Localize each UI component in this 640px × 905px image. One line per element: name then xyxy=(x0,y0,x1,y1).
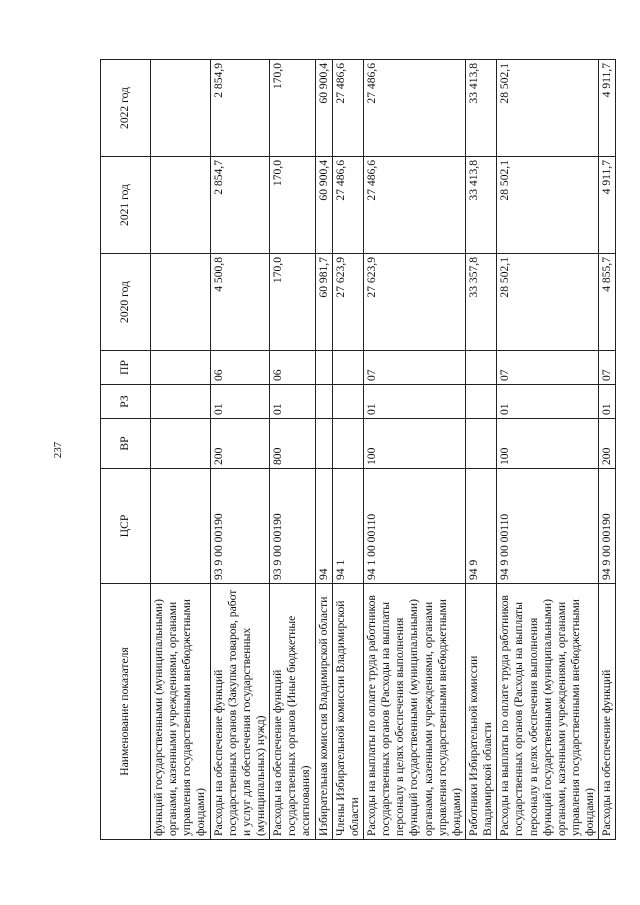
row-pr: 07 xyxy=(599,351,616,385)
row-name: Расходы на выплаты по оплате труда работников государственных органов (Расходы на выплаты персоналу в целях обеспечения выполнения функций государственными (муниципальными) органами, казенными учреждениями, органами управления государственными внебюджетными фондами) xyxy=(363,584,465,840)
table-row xyxy=(151,60,211,840)
row-name: Расходы на выплаты по оплате труда работников государственных органов (Расходы на выплаты персоналу в целях обеспечения выполнения функций государственными (муниципальными) органами, казенными учреждениями, органами управления государственными внебюджетными фондами) xyxy=(497,584,599,840)
row-vr xyxy=(465,419,496,469)
row-csr: 94 9 xyxy=(465,469,496,584)
row-2020: 170,0 xyxy=(270,254,315,351)
row-2022 xyxy=(151,60,211,157)
budget-table xyxy=(100,59,616,840)
row-name: функций государственными (муниципальными) органами, казенными учреждениями, органами управления государственными внебюджетными фондами) xyxy=(151,584,211,840)
row-csr: 94 9 00 00110 xyxy=(497,469,599,584)
row-2020: 28 502,1 xyxy=(497,254,599,351)
row-2021: 2 854,7 xyxy=(210,157,270,254)
row-2021: 27 486,6 xyxy=(363,157,465,254)
row-2022: 27 486,6 xyxy=(332,60,363,157)
table-row xyxy=(465,60,496,840)
row-2020: 4 855,7 xyxy=(599,254,616,351)
row-vr: 200 xyxy=(599,419,616,469)
budget-table-container xyxy=(100,60,616,840)
row-2022: 170,0 xyxy=(270,60,315,157)
row-2022: 2 854,9 xyxy=(210,60,270,157)
row-vr xyxy=(332,419,363,469)
row-csr: 94 xyxy=(315,469,332,584)
header-vr: ВР xyxy=(101,419,151,469)
header-2020: 2020 год xyxy=(101,254,151,351)
row-2020: 33 357,8 xyxy=(465,254,496,351)
row-2021: 170,0 xyxy=(270,157,315,254)
row-rz: 01 xyxy=(599,385,616,419)
row-pr xyxy=(465,351,496,385)
row-vr xyxy=(151,419,211,469)
row-2020: 27 623,9 xyxy=(363,254,465,351)
row-vr: 200 xyxy=(210,419,270,469)
row-2020 xyxy=(151,254,211,351)
row-rz: 01 xyxy=(210,385,270,419)
row-vr: 800 xyxy=(270,419,315,469)
table-row xyxy=(210,60,270,840)
row-pr xyxy=(332,351,363,385)
page-number: 237 xyxy=(52,441,64,459)
row-pr xyxy=(315,351,332,385)
row-2021: 27 486,6 xyxy=(332,157,363,254)
row-2022: 33 413,8 xyxy=(465,60,496,157)
row-2022: 60 900,4 xyxy=(315,60,332,157)
row-name: Работники Избирательной комиссии Владимирской области xyxy=(465,584,496,840)
row-name: Расходы на обеспечение функций xyxy=(599,584,616,840)
row-pr: 06 xyxy=(270,351,315,385)
row-pr: 06 xyxy=(210,351,270,385)
row-rz xyxy=(332,385,363,419)
row-2021: 28 502,1 xyxy=(497,157,599,254)
row-2022: 28 502,1 xyxy=(497,60,599,157)
table-row xyxy=(270,60,315,840)
row-vr: 100 xyxy=(497,419,599,469)
row-name: Расходы на обеспечение функций государственных органов (Закупка товаров, работ и услуг для обеспечения государственных (муниципальных) нужд) xyxy=(210,584,270,840)
table-row xyxy=(599,60,616,840)
header-csr: ЦСР xyxy=(101,469,151,584)
table-row xyxy=(315,60,332,840)
row-2021: 33 413,8 xyxy=(465,157,496,254)
row-vr xyxy=(315,419,332,469)
table-row xyxy=(332,60,363,840)
row-rz xyxy=(465,385,496,419)
header-2021: 2021 год xyxy=(101,157,151,254)
table-header-row xyxy=(101,60,151,840)
header-pr: ПР xyxy=(101,351,151,385)
row-2022: 27 486,6 xyxy=(363,60,465,157)
table-row xyxy=(497,60,599,840)
row-csr: 93 9 00 00190 xyxy=(210,469,270,584)
row-2020: 27 623,9 xyxy=(332,254,363,351)
row-vr: 100 xyxy=(363,419,465,469)
row-pr xyxy=(151,351,211,385)
header-name: Наименование показателя xyxy=(101,584,151,840)
header-2022: 2022 год xyxy=(101,60,151,157)
header-rz: РЗ xyxy=(101,385,151,419)
row-rz: 01 xyxy=(363,385,465,419)
row-2020: 60 981,7 xyxy=(315,254,332,351)
row-2021: 60 900,4 xyxy=(315,157,332,254)
row-2022: 4 911,7 xyxy=(599,60,616,157)
row-csr: 94 1 00 00110 xyxy=(363,469,465,584)
row-name: Избирательная комиссия Владимирской области xyxy=(315,584,332,840)
table-row xyxy=(363,60,465,840)
row-csr xyxy=(151,469,211,584)
row-rz xyxy=(151,385,211,419)
row-rz xyxy=(315,385,332,419)
row-pr: 07 xyxy=(363,351,465,385)
row-2020: 4 500,8 xyxy=(210,254,270,351)
row-rz: 01 xyxy=(270,385,315,419)
row-csr: 94 9 00 00190 xyxy=(599,469,616,584)
row-pr: 07 xyxy=(497,351,599,385)
row-rz: 01 xyxy=(497,385,599,419)
row-2021 xyxy=(151,157,211,254)
row-name: Расходы на обеспечение функций государственных органов (Иные бюджетные ассигнования) xyxy=(270,584,315,840)
row-csr: 93 9 00 00190 xyxy=(270,469,315,584)
row-2021: 4 911,7 xyxy=(599,157,616,254)
row-csr: 94 1 xyxy=(332,469,363,584)
row-name: Члены Избирательной комиссии Владимирской области xyxy=(332,584,363,840)
